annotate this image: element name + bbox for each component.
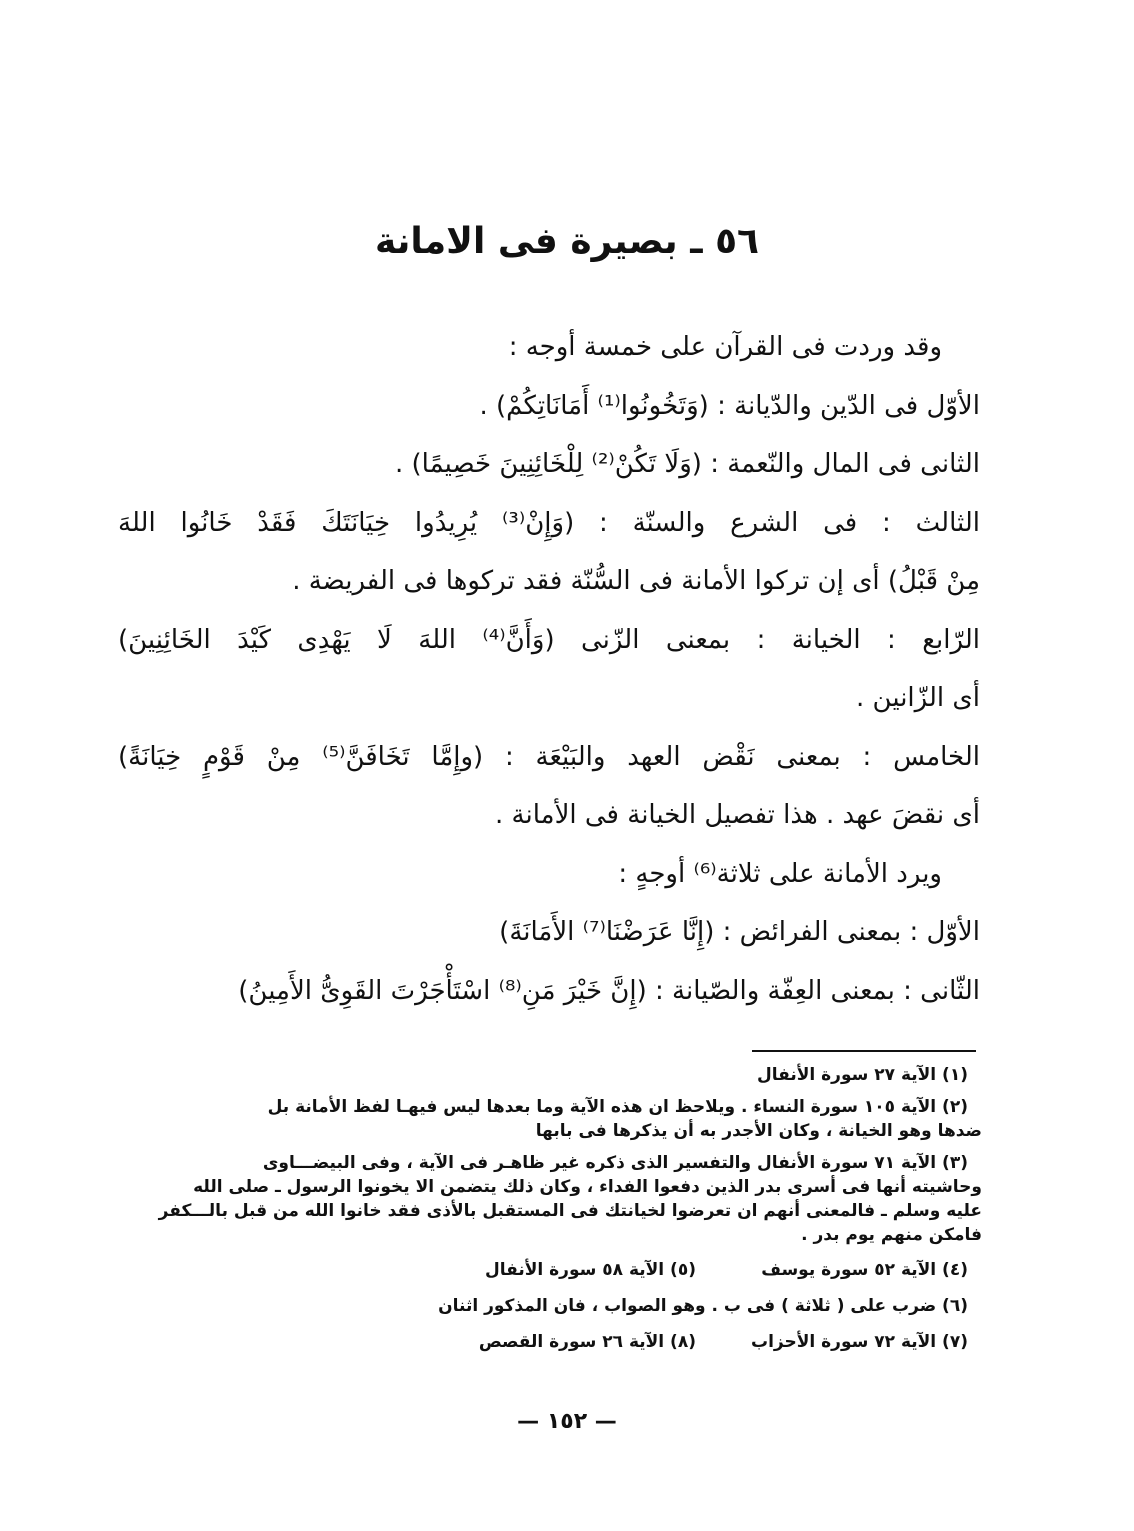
footnote-3-continued: فامكن منهم يوم بدر . (801, 1225, 982, 1245)
text-line: وقد وردت فى القرآن على خمسة أوجه : (508, 332, 942, 362)
text-line: الأوّل : بمعنى الفرائض : (إِنَّا عَرَضْنَا⁽⁷⁾ الأَمَانَةَ) (499, 917, 980, 947)
text-line: الثالث : فى الشرع والسنّة : (وَإِنْ⁽³⁾ يُرِيدُوا خِيَانَتَكَ فَقَدْ خَانُوا اللهَ (118, 507, 980, 538)
footnote-separator (752, 1050, 976, 1052)
footnote-6: (٦) ضرب على ( ثلاثة ) فى ب . وهو الصواب ، فان المذكور اثنان (438, 1296, 968, 1316)
footnote-4: (٤) الآية ٥٢ سورة يوسف (761, 1260, 968, 1280)
text-line: الثّانى : بمعنى العِفّة والصّيانة : (إِنَّ خَيْرَ مَنِ⁽⁸⁾ اسْتَأْجَرْتَ القَوِىُّ الأَمِينُ) (238, 975, 980, 1006)
text-line: ويرد الأمانة على ثلاثة⁽⁶⁾ أوجهٍ : (618, 858, 942, 889)
footnotes (122, 1063, 982, 1355)
section-title: ٥٦ ـ بصيرة فى الامانة (374, 221, 760, 262)
footnote-1: (١) الآية ٢٧ سورة الأنفال (756, 1065, 968, 1085)
footnote-8: (٨) الآية ٢٦ سورة القصص (478, 1332, 696, 1352)
text-line: أى نقضَ عهد . هذا تفصيل الخيانة فى الأمانة . (495, 800, 980, 830)
footnote-2: (٢) الآية ١٠٥ سورة النساء . ويلاحظ ان هذه الآية وما بعدها ليس فيهـا لفظ الأمانة بل (267, 1097, 968, 1117)
footnote-5: (٥) الآية ٥٨ سورة الأنفال (484, 1260, 696, 1280)
footnote-7: (٧) الآية ٧٢ سورة الأحزاب (751, 1332, 968, 1352)
text-line: الأوّل فى الدّين والدّيانة : (وَتَخُونُوا⁽¹⁾ أَمَانَاتِكُمْ) . (479, 390, 980, 421)
text-line: أى الزّانين . (856, 683, 980, 713)
text-line: مِنْ قَبْلُ) أى إن تركوا الأمانة فى السُّنّة فقد تركوها فى الفريضة . (292, 566, 980, 596)
footnote-2-continued: ضدها وهو الخيانة ، وكان الأجدر به أن يذكرها فى بابها (535, 1121, 982, 1141)
footnote-row (122, 1329, 982, 1355)
footnote-3: (٣) الآية ٧١ سورة الأنفال والتفسير الذى ذكره غير ظاهـر فى الآية ، وفى البيضـــاوى (262, 1153, 968, 1173)
page-number: — ١٥٢ — (517, 1409, 617, 1434)
footnote-3-continued: وحاشيته أنها فى أسرى بدر الذين دفعوا الفداء ، وكان ذلك يتضمن الا يخونوا الرسول ـ صلى الله (193, 1177, 982, 1197)
main-text (118, 318, 980, 1020)
text-line: الخامس : بمعنى نَقْض العهد والبَيْعَة : (وإِمَّا تَخَافَنَّ⁽⁵⁾ مِنْ قَوْمٍ خِيَانَةً) (118, 741, 980, 772)
text-line: الرّابع : الخيانة : بمعنى الزّنى (وَأَنَّ⁽⁴⁾ اللهَ لَا يَهْدِى كَيْدَ الخَائِنِينَ) (118, 624, 980, 655)
footnote-row (122, 1257, 982, 1283)
footnote-3-continued: عليه وسلم ـ فالمعنى أنهم ان تعرضوا لخيانتك فى المستقبل بالأذى فقد خانوا الله من قبل بالـــكفر (158, 1201, 982, 1221)
text-line: الثانى فى المال والنّعمة : (وَلَا تَكُنْ⁽²⁾ لِلْخَائِنِينَ خَصِيمًا) . (394, 449, 980, 479)
